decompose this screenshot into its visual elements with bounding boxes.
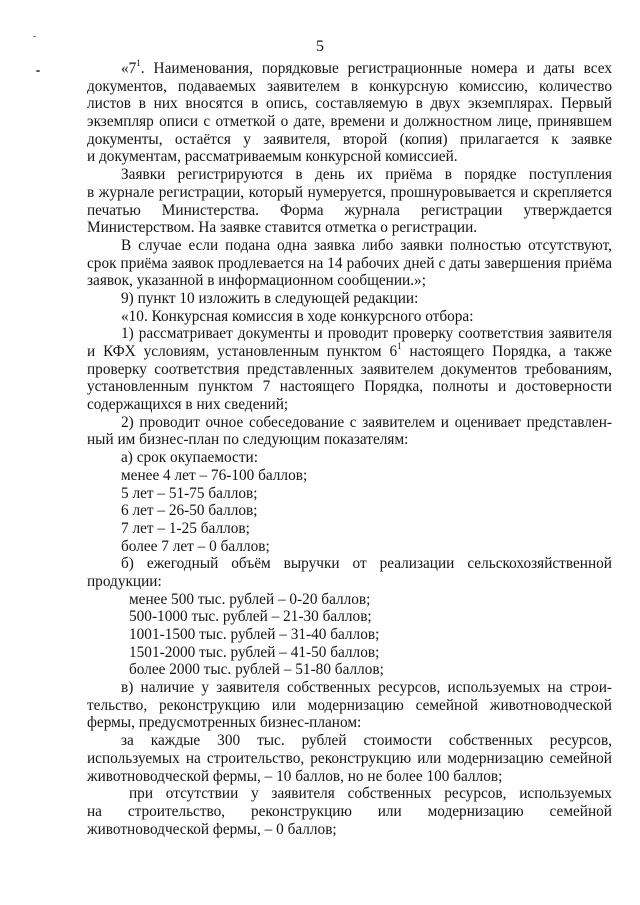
text-line-content: б) ежегодный объём выручки от реализации сельскохозяйственной <box>121 555 612 573</box>
text-line-content: фермы, предусмотренных бизнес-планом: <box>87 714 362 732</box>
text-line <box>87 520 612 538</box>
text-line-content: продукции: <box>87 572 162 590</box>
text-line-content: листов в них вносятся в опись, составляемую в двух экземплярах. Первый <box>87 95 612 113</box>
superscript: 1 <box>136 57 141 68</box>
text-line <box>87 325 612 343</box>
text-line <box>87 661 612 679</box>
text-line-content: при отсутствии у заявителя собственных ресурсов, используемых <box>129 785 612 803</box>
text-line <box>87 57 612 78</box>
text-line <box>87 538 612 556</box>
text-line <box>87 644 612 662</box>
text-line <box>87 78 612 96</box>
scan-speck <box>33 36 36 37</box>
text-line <box>87 237 612 255</box>
text-line-content: «7 <box>121 60 137 77</box>
text-line-content: используемых на строительство, реконструкцию или модернизацию семейной <box>87 749 612 767</box>
text-line-content: Министерством. На заявке ставится отметка о регистрации. <box>87 219 478 237</box>
page-number: 5 <box>316 38 324 55</box>
text-line <box>87 396 612 414</box>
text-line <box>87 591 612 609</box>
text-line <box>87 431 612 449</box>
text-line <box>87 821 612 839</box>
text-line-content: в) наличие у заявителя собственных ресурсов, используемых на строи- <box>121 679 612 697</box>
text-line-content: 6 лет – 26-50 баллов; <box>121 502 258 520</box>
text-line-content: животноводческой фермы, – 10 баллов, но не более 100 баллов; <box>87 767 503 785</box>
text-line-content: более 7 лет – 0 баллов; <box>121 537 270 555</box>
scan-speck <box>36 70 40 72</box>
text-line-content: документы, остаётся у заявителя, второй (копия) прилагается к заявке <box>87 130 612 148</box>
text-line <box>87 732 612 750</box>
text-line-content: документов, подаваемых заявителем в конкурсную комиссию, количество <box>87 77 612 95</box>
text-line-content: заявок, указанной в информационном сообщении.»; <box>87 272 426 290</box>
text-line-content: экземпляр описи с отметкой о дате, времени и должностном лице, принявшем <box>87 113 612 131</box>
text-line <box>87 148 612 166</box>
text-line-content: 9) пункт 10 изложить в следующей редакции: <box>121 289 419 307</box>
text-line-content: 500-1000 тыс. рублей – 21-30 баллов; <box>129 608 372 626</box>
text-line-continuation: . Наименования, порядковые регистрационные номера и даты всех <box>140 60 612 77</box>
text-line <box>87 131 612 149</box>
text-line-content: более 2000 тыс. рублей – 51-80 баллов; <box>129 661 384 679</box>
text-line-content: менее 4 лет – 76-100 баллов; <box>121 466 308 484</box>
text-line-content: на строительство, реконструкцию или модернизацию семейной <box>87 802 612 820</box>
text-line <box>87 803 612 821</box>
text-line <box>87 467 612 485</box>
text-line <box>87 378 612 396</box>
text-line <box>87 166 612 184</box>
text-line <box>87 573 612 591</box>
text-line <box>87 750 612 768</box>
text-line <box>87 679 612 697</box>
text-line <box>87 697 612 715</box>
text-line-content: срок приёма заявок продлевается на 14 рабочих дней с даты завершения приёма <box>87 254 612 272</box>
document-body <box>87 57 612 838</box>
superscript: 1 <box>397 340 402 351</box>
text-line-content: 1001-1500 тыс. рублей – 31-40 баллов; <box>129 626 380 643</box>
text-line-content: печатью Министерства. Форма журнала регистрации утверждается <box>87 201 612 219</box>
text-line-content: Заявки регистрируются в день их приёма в порядке поступления <box>121 166 612 184</box>
text-line <box>87 449 612 467</box>
text-line-content: за каждые 300 тыс. рублей стоимости собственных ресурсов, <box>121 732 612 750</box>
text-line-content: В случае если подана одна заявка либо заявки полностью отсутствуют, <box>121 236 612 254</box>
text-line-content: и документам, рассматриваемым конкурсной комиссией. <box>87 148 458 166</box>
text-line-content: «10. Конкурсная комиссия в ходе конкурсного отбора: <box>121 307 474 325</box>
text-line <box>87 308 612 326</box>
text-line <box>87 184 612 202</box>
text-line <box>87 272 612 290</box>
text-line-continuation: настоящего Порядка, а также <box>401 343 612 360</box>
text-line <box>87 414 612 432</box>
text-line-content: проверку соответствия представленных заявителем документов требованиям, <box>87 360 612 378</box>
text-line-content: 7 лет – 1-25 баллов; <box>121 519 250 537</box>
text-line <box>87 113 612 131</box>
text-line <box>87 290 612 308</box>
text-line-content: тельство, реконструкцию или модернизацию семейной животноводческой <box>87 696 612 714</box>
text-line <box>87 202 612 220</box>
text-line <box>87 714 612 732</box>
text-line-content: 1501-2000 тыс. рублей – 41-50 баллов; <box>129 643 380 661</box>
text-line <box>87 255 612 273</box>
text-line <box>87 485 612 503</box>
text-line-content: 2) проводит очное собеседование с заявителем и оценивает представлен- <box>121 413 612 431</box>
text-line <box>87 361 612 379</box>
text-line-content: менее 500 тыс. рублей – 0-20 баллов; <box>129 590 371 608</box>
text-line <box>87 768 612 786</box>
text-line <box>87 626 612 644</box>
text-line-content: животноводческой фермы, – 0 баллов; <box>87 820 337 838</box>
text-line-content: в журнале регистрации, который нумеруется, прошнуровывается и скрепляется <box>87 183 612 201</box>
text-line <box>87 785 612 803</box>
text-line-content: установленным пунктом 7 настоящего Порядка, полноты и достоверности <box>87 378 612 396</box>
text-line-content: содержащихся в них сведений; <box>87 396 289 414</box>
text-line-content: а) срок окупаемости: <box>121 449 258 467</box>
text-line <box>87 95 612 113</box>
text-line-content: 1) рассматривает документы и проводит проверку соответствия заявителя <box>121 325 612 343</box>
text-line-content: и КФХ условиям, установленным пунктом 6 <box>87 343 398 360</box>
text-line <box>87 340 612 361</box>
text-line-content: 5 лет – 51-75 баллов; <box>121 484 258 502</box>
text-line <box>87 555 612 573</box>
text-line <box>87 219 612 237</box>
text-line <box>87 502 612 520</box>
text-line <box>87 608 612 626</box>
text-line-content: ный им бизнес-план по следующим показателям: <box>87 431 409 449</box>
